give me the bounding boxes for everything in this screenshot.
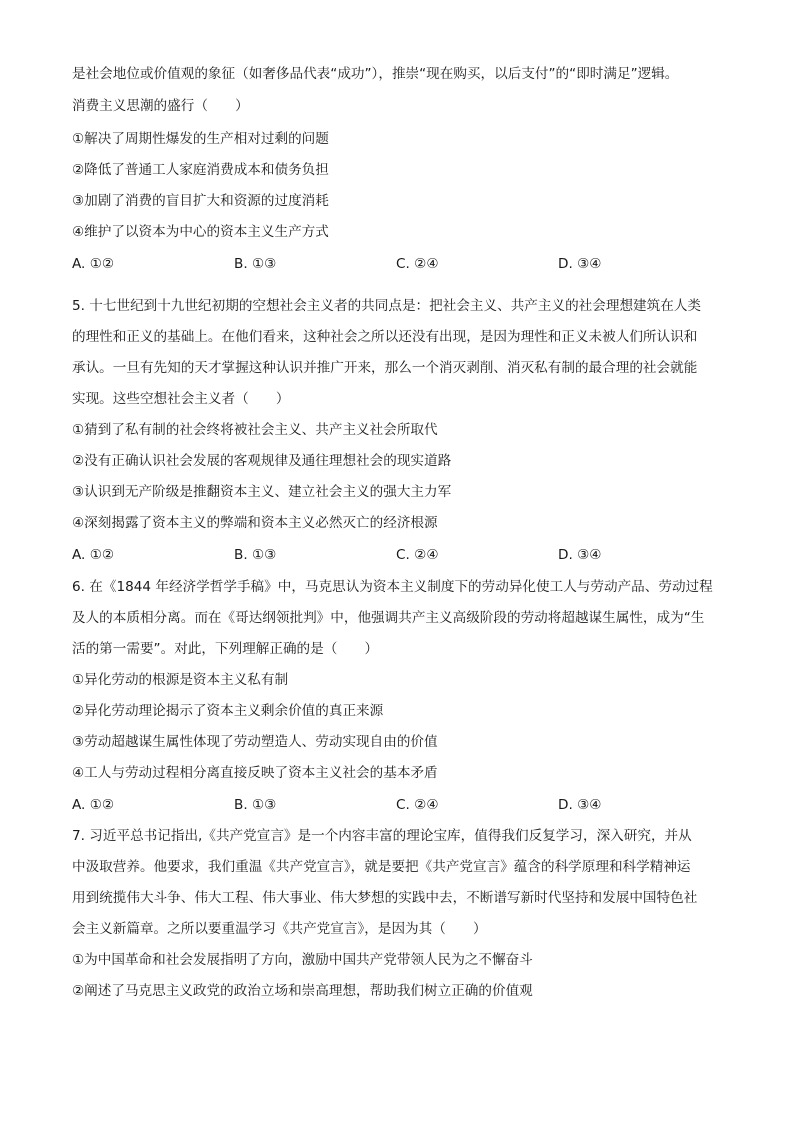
q7-stem-line: 用到统揽伟大斗争、伟大工程、伟大事业、伟大梦想的实践中去，不断谱写新时代坚持和发展中国特色社 [72, 890, 698, 906]
q7-statement-1: ①为中国革命和社会发展指明了方向，激励中国共产党带领人民为之不懈奋斗 [72, 952, 533, 968]
q5-statement-3: ③认识到无产阶级是推翻资本主义、建立社会主义的强大主力军 [72, 484, 452, 500]
q7-stem-line: 中汲取营养。他要求，我们重温《共产党宣言》，就是要把《共产党宣言》蕴含的科学原理和科学精神运 [72, 859, 691, 875]
q4-statement-4: ④维护了以资本为中心的资本主义生产方式 [72, 224, 329, 240]
q4-stem-line: 是社会地位或价值观的象征（如奢侈品代表“成功”），推崇“现在购买，以后支付”的“即时满足”逻辑。 [72, 66, 679, 82]
q6-stem-line: 活的第一需要”。对此，下列理解正确的是（ ） [72, 641, 379, 657]
q4-option-c[interactable]: C. ②④ [396, 256, 439, 272]
q6-statement-3: ③劳动超越谋生属性体现了劳动塑造人、劳动实现自由的价值 [72, 734, 438, 750]
q6-stem-line: 及人的本质相分离。而在《哥达纲领批判》中，他强调共产主义高级阶段的劳动将超越谋生属性，成为“生 [72, 610, 705, 626]
q5-option-a[interactable]: A. ①② [72, 547, 115, 563]
q5-stem-line: 实现。这些空想社会主义者（ ） [72, 391, 290, 407]
q4-option-d[interactable]: D. ③④ [558, 256, 602, 272]
q4-stem-line: 消费主义思潮的盛行（ ） [72, 98, 249, 114]
q4-option-a[interactable]: A. ①② [72, 256, 115, 272]
q6-statement-1: ①异化劳动的根源是资本主义私有制 [72, 672, 289, 688]
q5-option-d[interactable]: D. ③④ [558, 547, 602, 563]
q5-stem-line: 承认。一旦有先知的天才掌握这种认识并推广开来，那么一个消灭剥削、消灭私有制的最合理的社会就能 [72, 360, 698, 376]
q5-stem-line: 的理性和正义的基础上。在他们看来，这种社会之所以还没有出现，是因为理性和正义未被人们所认识和 [72, 329, 698, 345]
q6-option-d[interactable]: D. ③④ [558, 797, 602, 813]
q5-statement-2: ②没有正确认识社会发展的客观规律及通往理想社会的现实道路 [72, 453, 452, 469]
q4-statement-3: ③加剧了消费的盲目扩大和资源的过度消耗 [72, 193, 329, 209]
q4-options [72, 254, 732, 274]
q4-statement-1: ①解决了周期性爆发的生产相对过剩的问题 [72, 131, 329, 147]
q5-stem-line: 5. 十七世纪到十九世纪初期的空想社会主义者的共同点是：把社会主义、共产主义的社会理想建筑在人类 [72, 298, 702, 314]
q7-stem-line: 会主义新篇章。之所以要重温学习《共产党宣言》，是因为其（ ） [72, 921, 487, 937]
q7-statement-2: ②阐述了马克思主义政党的政治立场和崇高理想，帮助我们树立正确的价值观 [72, 983, 533, 999]
q5-statement-1: ①猜到了私有制的社会终将被社会主义、共产主义社会所取代 [72, 422, 438, 438]
q6-options [72, 795, 732, 815]
q6-statement-4: ④工人与劳动过程相分离直接反映了资本主义社会的基本矛盾 [72, 765, 438, 781]
q7-stem-line: 7. 习近平总书记指出,《共产党宣言》是一个内容丰富的理论宝库，值得我们反复学习，深入研究，并从 [72, 828, 692, 844]
q4-statement-2: ②降低了普通工人家庭消费成本和债务负担 [72, 162, 329, 178]
q6-stem-line: 6. 在《1844 年经济学哲学手稿》中，马克思认为资本主义制度下的劳动异化使工人与劳动产品、劳动过程 [72, 579, 713, 595]
q5-statement-4: ④深刻揭露了资本主义的弊端和资本主义必然灭亡的经济根源 [72, 515, 438, 531]
q5-options [72, 545, 732, 565]
q5-option-b[interactable]: B. ①③ [234, 547, 277, 563]
q6-option-c[interactable]: C. ②④ [396, 797, 439, 813]
q5-option-c[interactable]: C. ②④ [396, 547, 439, 563]
q4-option-b[interactable]: B. ①③ [234, 256, 277, 272]
q6-statement-2: ②异化劳动理论揭示了资本主义剩余价值的真正来源 [72, 703, 384, 719]
q6-option-a[interactable]: A. ①② [72, 797, 115, 813]
q6-option-b[interactable]: B. ①③ [234, 797, 277, 813]
